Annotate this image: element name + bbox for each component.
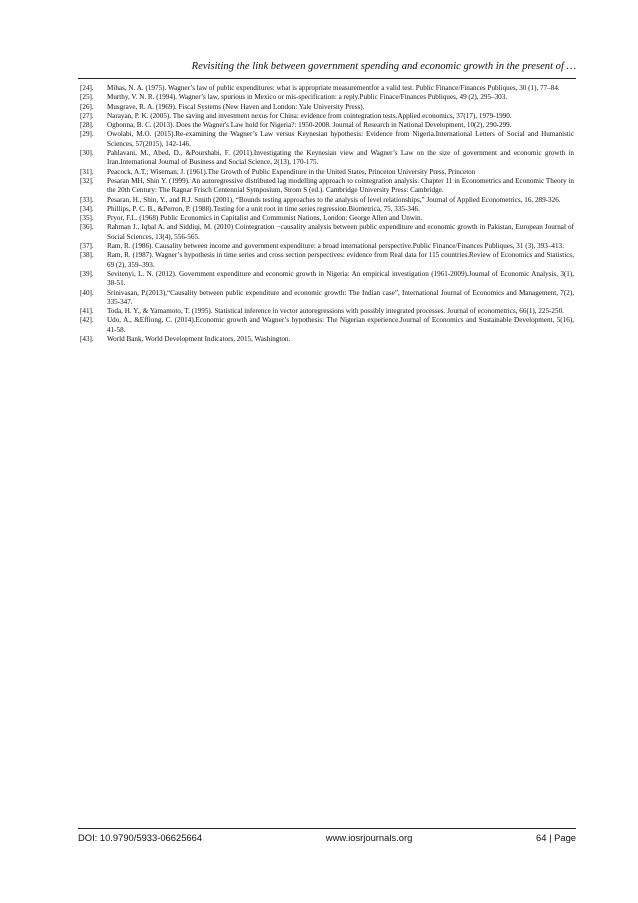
reference-item — [80, 103, 574, 112]
reference-number: [38]. — [80, 251, 94, 260]
reference-text: Srinivasan, P.(2013),“Causality between public expenditure and economic growth: The Indian case”, International Journal of Economics and Management, 7(2), 335-347. — [107, 288, 574, 306]
reference-number: [31]. — [80, 167, 94, 176]
reference-text: Udo, A., &Effiong, C. (2014).Economic growth and Wagner’s hypothesis: The Nigerian experience.Journal of Economics and Sustainable Development, 5(16), 41-58. — [107, 316, 574, 334]
reference-text: Pryor, F.L. (1968) Public Economics in Capitalist and Communist Nations, London: George Allen and Unwin. — [107, 214, 423, 223]
reference-item — [80, 93, 574, 102]
footer-divider — [78, 828, 576, 829]
reference-number: [34]. — [80, 204, 94, 213]
reference-item — [80, 242, 574, 251]
reference-text: Toda, H. Y., & Yamamoto, T. (1995). Statistical inference in vector autoregressions with possibly integrated processes. Journal of econometrics, 66(1), 225-250. — [107, 307, 564, 316]
reference-item — [80, 251, 574, 270]
reference-text: Musgrave, R. A. (1969). Fiscal Systems (New Haven and London: Yale University Press). — [107, 102, 365, 111]
reference-text: Ram, R. (1987). Wagner’s hypothesis in time series and cross section perspectives: evidence from Real data for 115 countries.Review of Economics and Statistics, 69 (2), 359–393. — [107, 251, 574, 269]
reference-item — [80, 130, 574, 149]
reference-item — [80, 205, 574, 214]
reference-item — [80, 168, 574, 177]
reference-text: Pahlavani, M., Abed, D., &Pourshabi, F. (2011).Investigating the Keynesian view and Wagner’s Law on the size of government and economic growth in Iran.International Journal of Business and Social Science, 2(13), 170-175. — [107, 149, 574, 167]
reference-text: Rahman J., Iqbal A. and Siddiqi, M. (2010) Cointegration −causality analysis between public expenditure and economic growth in Pakistan, European Journal of Social Sciences, 13(4), 556-565. — [107, 223, 574, 241]
reference-item — [80, 307, 574, 316]
reference-number: [37]. — [80, 242, 94, 251]
reference-text: Ram, R. (1986). Causality between income and government expenditure: a broad international perspective.Public Finance/Finances Publiques, 31 (3), 393–413. — [107, 242, 564, 251]
reference-text: Ogbonna, B. C. (2013). Does the Wagner's Law hold for Nigeria?: 1950-2008. Journal of Research in National Development, 10(2), 290-299. — [107, 121, 512, 130]
reference-text: Narayan, P. K. (2005). The saving and investment nexus for China: evidence from cointegration tests.Applied economics, 37(17), 1979-1990. — [107, 111, 512, 120]
reference-item — [80, 270, 574, 289]
reference-number: [43]. — [80, 335, 94, 344]
reference-item — [80, 149, 574, 168]
reference-number: [36]. — [80, 223, 94, 232]
header-divider — [78, 78, 576, 79]
reference-text: Owolabi, M.O. (2015).Re-examining the Wagner’s Law versus Keynesian hypothesis: Evidence from Nigeria.International Letters of Social and Humanistic Sciences, 57(2015), 142-146. — [107, 130, 574, 148]
reference-item — [80, 196, 574, 205]
reference-number: [39]. — [80, 269, 94, 278]
reference-text: Murthy, V. N. R. (1994). Wagner’s law, spurious in Mexico or mis-specification: a reply.Public Finace/Finances Publiques, 49 (2), 295–303. — [107, 93, 508, 102]
reference-text: Pesaran MH, Shin Y. (1999). An autoregressive distributed lag modelling approach to cointegration analysis. Chapter 11 in Econometrics and Economic Theory in the 20th Century: The Ragnar Frisch Centennial Symposium, Strom S (ed.). Cambridge University Press: Cambridge. — [107, 176, 574, 195]
reference-item — [80, 289, 574, 308]
reference-text: Peacock, A.T.; Wiseman, J. (1961).The Growth of Public Expenditure in the United States, Princeton University Press, Princeton — [107, 167, 476, 176]
reference-item — [80, 112, 574, 121]
reference-item — [80, 214, 574, 223]
reference-number: [30]. — [80, 149, 94, 158]
reference-list — [80, 84, 574, 344]
reference-number: [32]. — [80, 176, 94, 185]
reference-item — [80, 223, 574, 242]
reference-number: [25]. — [80, 93, 94, 102]
reference-number: [35]. — [80, 214, 94, 223]
footer-website[interactable]: www.iosrjournals.org — [325, 832, 413, 843]
reference-item — [80, 121, 574, 130]
footer-page-number: 64 | Page — [536, 832, 576, 843]
reference-text: Sevitenyi, L. N. (2012). Government expenditure and economic growth in Nigeria: An empirical investigation (1961-2009).Journal of Economic Analysis, 3(1), 38-51. — [107, 269, 574, 288]
reference-number: [27]. — [80, 111, 94, 120]
reference-number: [26]. — [80, 102, 94, 111]
reference-number: [28]. — [80, 121, 94, 130]
reference-text: Pesaran, H., Shin, Y., and R.J. Smith (2001), “Bounds testing approaches to the analysis of level relationships,” Journal of Applied Econometrics, 16, 289-326. — [107, 195, 561, 204]
reference-number: [41]. — [80, 307, 94, 316]
reference-number: [33]. — [80, 195, 94, 204]
running-header-title: Revisiting the link between government spending and economic growth in the present of … — [191, 61, 576, 72]
reference-text: Phillips, P. C. B., &Perron, P. (1988).Testing for a unit root in time series regression.Biometrica, 75, 335-346. — [107, 204, 420, 213]
reference-item — [80, 316, 574, 335]
reference-number: [29]. — [80, 130, 94, 139]
reference-item — [80, 177, 574, 196]
reference-number: [42]. — [80, 316, 94, 325]
reference-number: [24]. — [80, 84, 94, 92]
reference-item — [80, 335, 574, 344]
reference-text: World Bank, World Development Indicators, 2015, Washington. — [107, 335, 291, 344]
footer-doi: DOI: 10.9790/5933-06625664 — [78, 832, 203, 843]
reference-item — [80, 84, 574, 93]
page-footer — [78, 832, 576, 844]
reference-text: Mihas, N. A. (1975). Wagner’s law of public expenditures: what is appropriate measurementfor a valid test. Public Finance/Finances Publiques, 30 (1), 77–84. — [107, 84, 560, 92]
reference-number: [40]. — [80, 288, 94, 297]
